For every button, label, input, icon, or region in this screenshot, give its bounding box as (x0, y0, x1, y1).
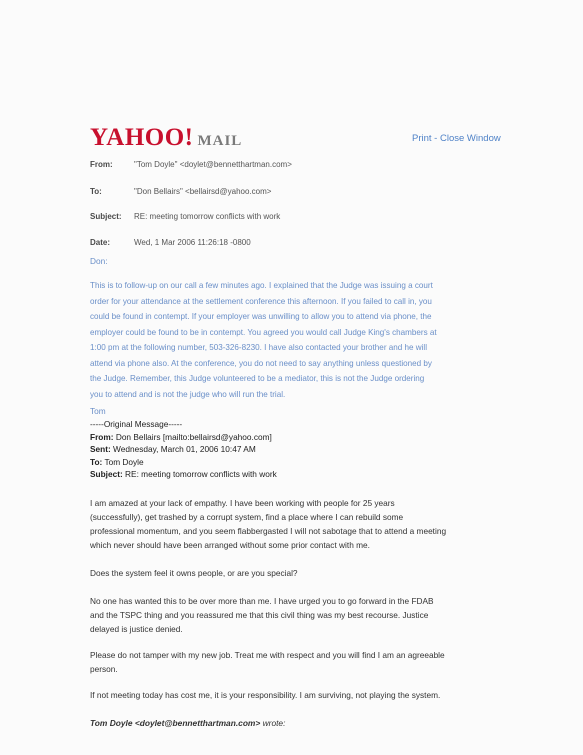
message-line: employer could be found to be in contempt. You agreed you would call Judge King's chambers at (90, 327, 437, 337)
reply-paragraph-1 (90, 496, 510, 552)
message-line: order for your attendance at the settlement conference this afternoon. If you failed to call in, you (90, 296, 432, 306)
reply-line: I am amazed at your lack of empathy. I have been working with people for 25 years (90, 498, 395, 508)
original-to-value: Tom Doyle (102, 456, 144, 467)
quote-wrote: wrote: (260, 718, 286, 728)
original-subject (90, 468, 510, 481)
reply-line: and the TSPC thing and you reassured me that this civil thing was my best recourse. Justice (90, 610, 429, 620)
to-label: To: (90, 187, 102, 196)
reply-line: No one has wanted this to be over more than me. I have urged you to go forward in the FDAB (90, 596, 434, 606)
reply-line: professional momentum, and you seem flabbergasted I will not sabotage that to attend a meeting (90, 526, 447, 536)
original-sent-label: Sent: (90, 444, 111, 454)
to-value: "Don Bellairs" <bellairsd@yahoo.com> (134, 187, 272, 196)
message-body (90, 278, 502, 402)
top-links (412, 133, 501, 144)
reply-line: which never should have been arranged without some prior contact with me. (90, 540, 370, 550)
signature: Tom (90, 406, 106, 416)
reply-line: delayed is justice denied. (90, 624, 183, 634)
reply-paragraph-4 (90, 648, 510, 676)
reply-paragraph-3 (90, 594, 510, 636)
message-line: attend via phone also. At the conference, you do not need to say anything unless questioned by (90, 358, 432, 368)
original-subject-value: RE: meeting tomorrow conflicts with work (122, 469, 277, 479)
message-line: 1:00 pm at the following number, 503-326-8230. I have also contacted your brother and he will (90, 343, 428, 352)
reply-line: Please do not tamper with my new job. Treat me with respect and you will find I am an agreeable (90, 650, 445, 660)
date-label: Date: (90, 238, 111, 247)
date-value: Wed, 1 Mar 2006 11:26:18 -0800 (134, 238, 251, 247)
greeting: Don: (90, 256, 108, 266)
reply-line: person. (90, 664, 118, 674)
original-to-label: To: (90, 456, 103, 467)
original-subject-label: Subject: (90, 469, 123, 479)
original-from-label: From: (90, 431, 114, 442)
original-from-value: Don Bellairs [mailto:bellairsd@yahoo.com] (113, 431, 272, 442)
link-separator: - (431, 133, 440, 144)
original-sent (90, 443, 510, 456)
quote-attribution (90, 718, 285, 728)
subject-label: Subject: (90, 212, 122, 221)
logo-yahoo-text: YAHOO! (90, 124, 194, 151)
message-line: the Judge. Remember, this Judge volunteered to be a mediator, this is not the Judge ordering (90, 374, 425, 383)
reply-paragraph-2: Does the system feel it owns people, or are you special? (90, 568, 298, 578)
subject-value: RE: meeting tomorrow conflicts with work (134, 212, 281, 221)
quote-author: Tom Doyle <doylet@bennetthartman.com> (90, 718, 261, 728)
message-line: This is to follow-up on our call a few minutes ago. I explained that the Judge was issuing a court (90, 281, 433, 290)
yahoo-mail-logo (90, 124, 242, 152)
original-divider: -----Original Message----- (90, 419, 183, 429)
print-link[interactable]: Print (412, 133, 432, 144)
original-sent-value: Wednesday, March 01, 2006 10:47 AM (110, 444, 256, 454)
message-line: could be found in contempt. If your employer was unwilling to allow you to attend via phone, the (90, 312, 432, 321)
close-window-link[interactable]: Close Window (440, 133, 501, 144)
from-value: "Tom Doyle" <doylet@bennetthartman.com> (134, 160, 292, 169)
from-label: From: (90, 160, 113, 169)
logo-mail-text: MAIL (197, 133, 243, 149)
original-to (90, 456, 510, 469)
original-from (90, 431, 510, 444)
reply-paragraph-5: If not meeting today has cost me, it is your responsibility. I am surviving, not playing the system. (90, 690, 441, 700)
reply-line: (successfully), get trashed by a corrupt system, find a place where I can rebuild some (90, 512, 404, 522)
original-message-header (90, 418, 510, 481)
message-line: you to attend and is not the judge who will run the trial. (90, 389, 286, 399)
